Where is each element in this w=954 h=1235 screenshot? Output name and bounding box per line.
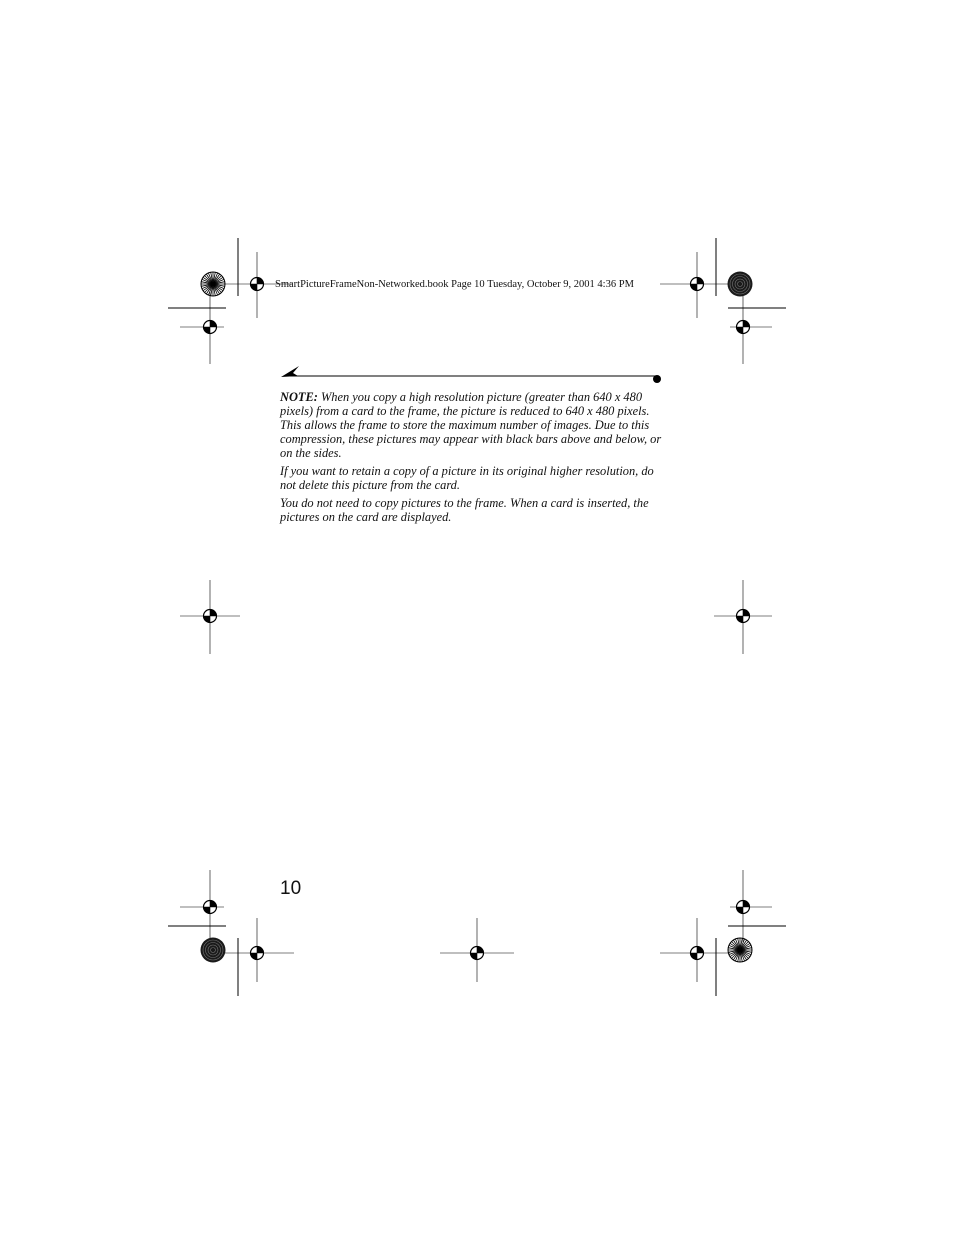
note-block	[280, 390, 662, 528]
running-header: SmartPictureFrameNon-Networked.book Page 10 Tuesday, October 9, 2001 4:36 PM	[275, 279, 634, 290]
note-label: NOTE:	[280, 390, 318, 404]
note-paragraph-2: If you want to retain a copy of a picture in its original higher resolution, do not delete this picture from the card.	[280, 464, 654, 492]
note-rule	[281, 366, 661, 383]
page-number: 10	[280, 878, 302, 899]
note-paragraph-1	[280, 390, 662, 460]
note-paragraph-3: You do not need to copy pictures to the frame. When a card is inserted, the pictures on the card are displayed.	[280, 496, 649, 524]
note-text-1: When you copy a high resolution picture (greater than 640 x 480 pixels) from a card to the frame, the picture is reduced to 640 x 480 pixels. This allows the frame to store the maximum number of images. Due to this compression, these pictures may appear with black bars above and below, or on the sides.	[280, 390, 662, 460]
